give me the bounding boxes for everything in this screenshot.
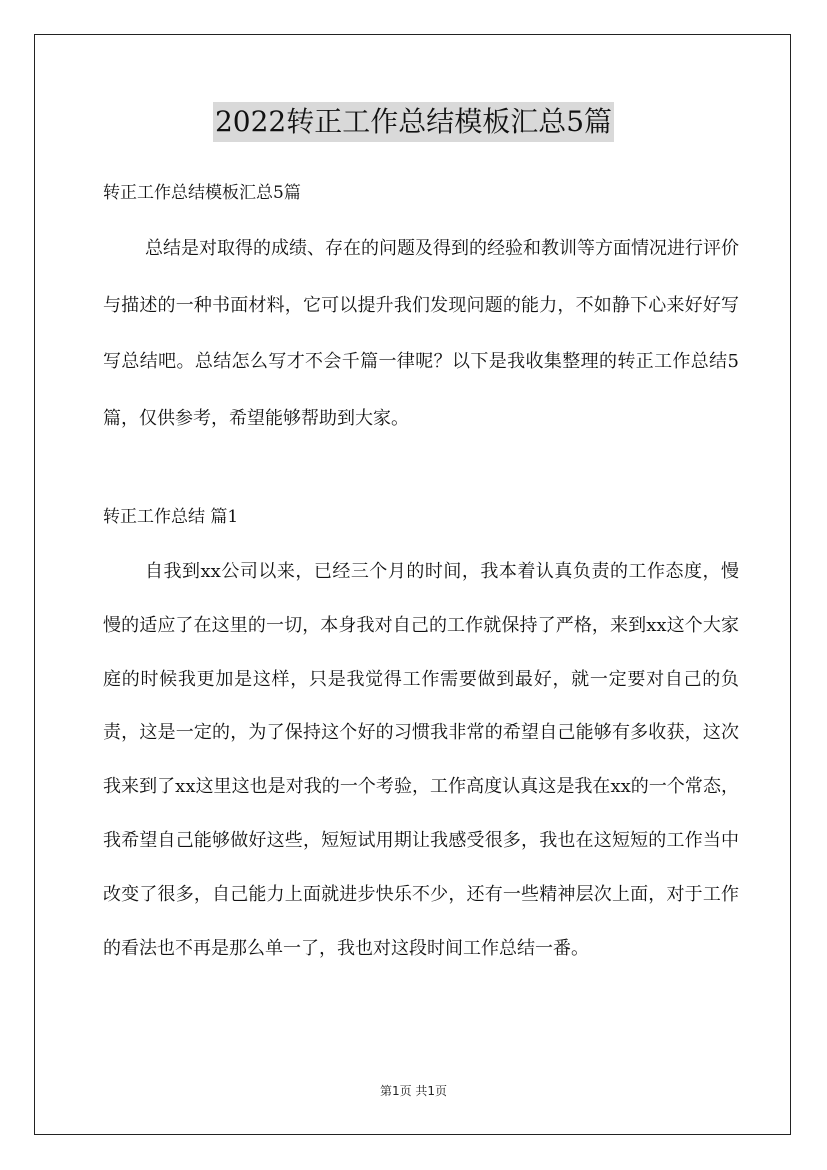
title-container [0,102,827,142]
section-heading: 转正工作总结 篇1 [103,507,239,527]
document-subtitle: 转正工作总结模板汇总5篇 [103,183,301,203]
intro-paragraph: 总结是对取得的成绩、存在的问题及得到的经验和教训等方面情况进行评价与描述的一种书面材料，它可以提升我们发现问题的能力，不如静下心来好好写写总结吧。总结怎么写才不会千篇一律呢？以下是我收集整理的转正工作总结5篇，仅供参考，希望能够帮助到大家。 [103,238,739,429]
page-indicator: 第1页 共1页 [379,1084,448,1098]
document-title: 2022转正工作总结模板汇总5篇 [213,102,614,142]
section-paragraph: 自我到xx公司以来，已经三个月的时间，我本着认真负责的工作态度，慢慢的适应了在这里的一切，本身我对自己的工作就保持了严格，来到xx这个大家庭的时候我更加是这样，只是我觉得工作需要做到最好，就一定要对自己的负责，这是一定的，为了保持这个好的习惯我非常的希望自己能够有多收获，这次我来到了xx这里这也是对我的一个考验，工作高度认真这是我在xx的一个常态，我希望自己能够做好这些，短短试用期让我感受很多，我也在这短短的工作当中改变了很多，自己能力上面就进步快乐不少，还有一些精神层次上面，对于工作的看法也不再是那么单一了，我也对这段时间工作总结一番。 [103,561,739,959]
